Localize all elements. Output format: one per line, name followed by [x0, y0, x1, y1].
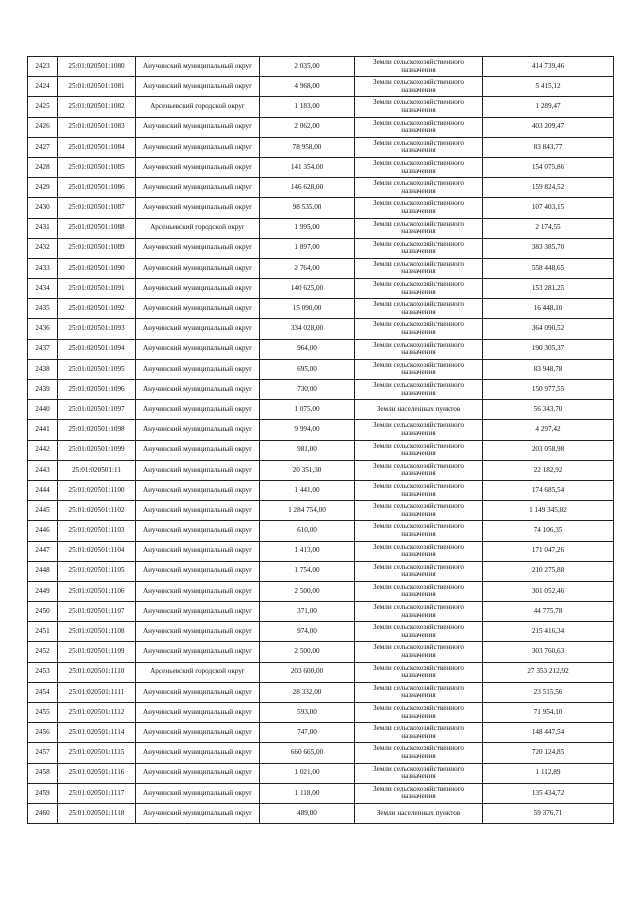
- cadastral-value-cell: 203 058,98: [483, 440, 614, 460]
- row-number-cell: 2436: [28, 319, 58, 339]
- municipality-cell: Анучинский муниципальный округ: [136, 480, 260, 500]
- area-cell: 2 500,00: [260, 581, 355, 601]
- cadastral-value-cell: 414 739,46: [483, 57, 614, 77]
- area-cell: 660 665,00: [260, 743, 355, 763]
- cadastral-value-cell: 2 174,55: [483, 218, 614, 238]
- area-cell: 1 118,00: [260, 783, 355, 803]
- row-number-cell: 2460: [28, 803, 58, 823]
- cadastral-value-cell: 171 047,26: [483, 541, 614, 561]
- municipality-cell: Анучинский муниципальный округ: [136, 279, 260, 299]
- cadastral-number-cell: 25:01:020501:1108: [58, 622, 136, 642]
- cadastral-number-cell: 25:01:020501:1116: [58, 763, 136, 783]
- cadastral-value-cell: 23 515,56: [483, 682, 614, 702]
- land-category-cell: Земли сельскохозяйственного назначения: [355, 258, 483, 278]
- municipality-cell: Анучинский муниципальный округ: [136, 339, 260, 359]
- municipality-cell: Анучинский муниципальный округ: [136, 703, 260, 723]
- cadastral-value-cell: 1 289,47: [483, 97, 614, 117]
- municipality-cell: Анучинский муниципальный округ: [136, 723, 260, 743]
- row-number-cell: 2455: [28, 703, 58, 723]
- area-cell: 78 958,00: [260, 137, 355, 157]
- municipality-cell: Анучинский муниципальный округ: [136, 238, 260, 258]
- row-number-cell: 2458: [28, 763, 58, 783]
- land-category-cell: Земли сельскохозяйственного назначения: [355, 157, 483, 177]
- area-cell: 1 284 754,00: [260, 501, 355, 521]
- cadastral-value-cell: 44 775,78: [483, 602, 614, 622]
- cadastral-value-cell: 1 149 345,82: [483, 501, 614, 521]
- land-category-cell: Земли сельскохозяйственного назначения: [355, 703, 483, 723]
- cadastral-value-cell: 71 954,10: [483, 703, 614, 723]
- table-row: [28, 198, 614, 218]
- area-cell: 98 535,00: [260, 198, 355, 218]
- table-body: [28, 57, 614, 824]
- land-category-cell: Земли сельскохозяйственного назначения: [355, 602, 483, 622]
- row-number-cell: 2425: [28, 97, 58, 117]
- land-category-cell: Земли сельскохозяйственного назначения: [355, 97, 483, 117]
- cadastral-value-cell: 16 448,10: [483, 299, 614, 319]
- land-category-cell: Земли сельскохозяйственного назначения: [355, 480, 483, 500]
- table-row: [28, 400, 614, 420]
- row-number-cell: 2441: [28, 420, 58, 440]
- cadastral-number-cell: 25:01:020501:1094: [58, 339, 136, 359]
- municipality-cell: Анучинский муниципальный округ: [136, 642, 260, 662]
- cadastral-number-cell: 25:01:020501:1080: [58, 57, 136, 77]
- municipality-cell: Анучинский муниципальный округ: [136, 198, 260, 218]
- cadastral-number-cell: 25:01:020501:1110: [58, 662, 136, 682]
- table-row: [28, 521, 614, 541]
- area-cell: 1 441,00: [260, 480, 355, 500]
- municipality-cell: Анучинский муниципальный округ: [136, 420, 260, 440]
- cadastral-value-cell: 135 434,72: [483, 783, 614, 803]
- land-category-cell: Земли сельскохозяйственного назначения: [355, 238, 483, 258]
- table-row: [28, 723, 614, 743]
- municipality-cell: Анучинский муниципальный округ: [136, 359, 260, 379]
- land-category-cell: Земли сельскохозяйственного назначения: [355, 521, 483, 541]
- land-category-cell: Земли сельскохозяйственного назначения: [355, 622, 483, 642]
- row-number-cell: 2449: [28, 581, 58, 601]
- municipality-cell: Анучинский муниципальный округ: [136, 157, 260, 177]
- cadastral-number-cell: 25:01:020501:1092: [58, 299, 136, 319]
- table-row: [28, 359, 614, 379]
- area-cell: 2 035,00: [260, 57, 355, 77]
- area-cell: 146 628,00: [260, 178, 355, 198]
- cadastral-number-cell: 25:01:020501:1111: [58, 682, 136, 702]
- area-cell: 1 413,00: [260, 541, 355, 561]
- cadastral-value-cell: 1 112,89: [483, 763, 614, 783]
- table-row: [28, 480, 614, 500]
- land-category-cell: Земли сельскохозяйственного назначения: [355, 581, 483, 601]
- municipality-cell: Анучинский муниципальный округ: [136, 117, 260, 137]
- cadastral-value-cell: 27 353 212,92: [483, 662, 614, 682]
- cadastral-value-cell: 83 948,78: [483, 359, 614, 379]
- area-cell: 203 600,00: [260, 662, 355, 682]
- row-number-cell: 2442: [28, 440, 58, 460]
- municipality-cell: Анучинский муниципальный округ: [136, 400, 260, 420]
- land-category-cell: Земли сельскохозяйственного назначения: [355, 178, 483, 198]
- table-row: [28, 642, 614, 662]
- land-category-cell: Земли населенных пунктов: [355, 400, 483, 420]
- cadastral-value-cell: 159 824,52: [483, 178, 614, 198]
- table-row: [28, 743, 614, 763]
- land-category-cell: Земли сельскохозяйственного назначения: [355, 420, 483, 440]
- municipality-cell: Анучинский муниципальный округ: [136, 581, 260, 601]
- cadastral-number-cell: 25:01:020501:1118: [58, 803, 136, 823]
- cadastral-value-cell: 148 447,54: [483, 723, 614, 743]
- table-row: [28, 238, 614, 258]
- cadastral-number-cell: 25:01:020501:1090: [58, 258, 136, 278]
- municipality-cell: Анучинский муниципальный округ: [136, 682, 260, 702]
- cadastral-table: [27, 56, 614, 824]
- municipality-cell: Анучинский муниципальный округ: [136, 763, 260, 783]
- cadastral-value-cell: 5 415,12: [483, 77, 614, 97]
- area-cell: 747,00: [260, 723, 355, 743]
- land-category-cell: Земли сельскохозяйственного назначения: [355, 440, 483, 460]
- area-cell: 2 500,00: [260, 642, 355, 662]
- land-category-cell: Земли сельскохозяйственного назначения: [355, 783, 483, 803]
- table-row: [28, 299, 614, 319]
- land-category-cell: Земли сельскохозяйственного назначения: [355, 319, 483, 339]
- municipality-cell: Анучинский муниципальный округ: [136, 803, 260, 823]
- area-cell: 593,00: [260, 703, 355, 723]
- table-row: [28, 157, 614, 177]
- municipality-cell: Анучинский муниципальный округ: [136, 258, 260, 278]
- municipality-cell: Анучинский муниципальный округ: [136, 541, 260, 561]
- land-category-cell: Земли сельскохозяйственного назначения: [355, 380, 483, 400]
- cadastral-number-cell: 25:01:020501:1091: [58, 279, 136, 299]
- cadastral-number-cell: 25:01:020501:1087: [58, 198, 136, 218]
- cadastral-number-cell: 25:01:020501:1086: [58, 178, 136, 198]
- municipality-cell: Анучинский муниципальный округ: [136, 521, 260, 541]
- row-number-cell: 2430: [28, 198, 58, 218]
- area-cell: 610,00: [260, 521, 355, 541]
- land-category-cell: Земли сельскохозяйственного назначения: [355, 218, 483, 238]
- table-row: [28, 541, 614, 561]
- area-cell: 371,00: [260, 602, 355, 622]
- area-cell: 489,00: [260, 803, 355, 823]
- row-number-cell: 2432: [28, 238, 58, 258]
- area-cell: 981,00: [260, 440, 355, 460]
- row-number-cell: 2452: [28, 642, 58, 662]
- cadastral-number-cell: 25:01:020501:1083: [58, 117, 136, 137]
- row-number-cell: 2424: [28, 77, 58, 97]
- area-cell: 1 075,00: [260, 400, 355, 420]
- cadastral-number-cell: 25:01:020501:1098: [58, 420, 136, 440]
- table-row: [28, 703, 614, 723]
- row-number-cell: 2435: [28, 299, 58, 319]
- cadastral-value-cell: 4 297,42: [483, 420, 614, 440]
- area-cell: 1 021,00: [260, 763, 355, 783]
- municipality-cell: Анучинский муниципальный округ: [136, 460, 260, 480]
- cadastral-number-cell: 25:01:020501:1085: [58, 157, 136, 177]
- cadastral-number-cell: 25:01:020501:1105: [58, 561, 136, 581]
- row-number-cell: 2448: [28, 561, 58, 581]
- table-row: [28, 783, 614, 803]
- area-cell: 4 968,00: [260, 77, 355, 97]
- land-category-cell: Земли сельскохозяйственного назначения: [355, 77, 483, 97]
- area-cell: 20 351,30: [260, 460, 355, 480]
- row-number-cell: 2456: [28, 723, 58, 743]
- land-category-cell: Земли сельскохозяйственного назначения: [355, 339, 483, 359]
- row-number-cell: 2453: [28, 662, 58, 682]
- area-cell: 140 625,00: [260, 279, 355, 299]
- cadastral-value-cell: 383 385,70: [483, 238, 614, 258]
- table-row: [28, 460, 614, 480]
- row-number-cell: 2429: [28, 178, 58, 198]
- table-row: [28, 803, 614, 823]
- municipality-cell: Анучинский муниципальный округ: [136, 783, 260, 803]
- area-cell: 141 354,00: [260, 157, 355, 177]
- area-cell: 974,00: [260, 622, 355, 642]
- area-cell: 2 062,00: [260, 117, 355, 137]
- municipality-cell: Анучинский муниципальный округ: [136, 178, 260, 198]
- area-cell: 9 994,00: [260, 420, 355, 440]
- row-number-cell: 2457: [28, 743, 58, 763]
- cadastral-number-cell: 25:01:020501:1109: [58, 642, 136, 662]
- table-row: [28, 501, 614, 521]
- table-row: [28, 57, 614, 77]
- cadastral-number-cell: 25:01:020501:1097: [58, 400, 136, 420]
- municipality-cell: Анучинский муниципальный округ: [136, 380, 260, 400]
- municipality-cell: Анучинский муниципальный округ: [136, 299, 260, 319]
- cadastral-number-cell: 25:01:020501:1082: [58, 97, 136, 117]
- cadastral-number-cell: 25:01:020501:1104: [58, 541, 136, 561]
- land-category-cell: Земли сельскохозяйственного назначения: [355, 299, 483, 319]
- row-number-cell: 2433: [28, 258, 58, 278]
- land-category-cell: Земли сельскохозяйственного назначения: [355, 743, 483, 763]
- table-row: [28, 97, 614, 117]
- area-cell: 1 995,00: [260, 218, 355, 238]
- municipality-cell: Арсеньевский городской округ: [136, 97, 260, 117]
- cadastral-value-cell: 83 843,77: [483, 137, 614, 157]
- cadastral-value-cell: 720 124,85: [483, 743, 614, 763]
- municipality-cell: Анучинский муниципальный округ: [136, 57, 260, 77]
- table-row: [28, 319, 614, 339]
- table-row: [28, 380, 614, 400]
- land-category-cell: Земли сельскохозяйственного назначения: [355, 541, 483, 561]
- land-category-cell: Земли сельскохозяйственного назначения: [355, 723, 483, 743]
- cadastral-value-cell: 150 977,55: [483, 380, 614, 400]
- cadastral-number-cell: 25:01:020501:1103: [58, 521, 136, 541]
- row-number-cell: 2450: [28, 602, 58, 622]
- area-cell: 964,00: [260, 339, 355, 359]
- municipality-cell: Анучинский муниципальный округ: [136, 561, 260, 581]
- row-number-cell: 2431: [28, 218, 58, 238]
- cadastral-value-cell: 153 281,25: [483, 279, 614, 299]
- row-number-cell: 2437: [28, 339, 58, 359]
- cadastral-number-cell: 25:01:020501:1095: [58, 359, 136, 379]
- municipality-cell: Анучинский муниципальный округ: [136, 501, 260, 521]
- cadastral-value-cell: 154 075,86: [483, 157, 614, 177]
- area-cell: 695,00: [260, 359, 355, 379]
- cadastral-number-cell: 25:01:020501:1112: [58, 703, 136, 723]
- row-number-cell: 2428: [28, 157, 58, 177]
- row-number-cell: 2438: [28, 359, 58, 379]
- municipality-cell: Анучинский муниципальный округ: [136, 77, 260, 97]
- table-row: [28, 178, 614, 198]
- area-cell: 334 028,00: [260, 319, 355, 339]
- municipality-cell: Анучинский муниципальный округ: [136, 602, 260, 622]
- table-row: [28, 117, 614, 137]
- cadastral-number-cell: 25:01:020501:1084: [58, 137, 136, 157]
- cadastral-number-cell: 25:01:020501:1114: [58, 723, 136, 743]
- cadastral-number-cell: 25:01:020501:1096: [58, 380, 136, 400]
- row-number-cell: 2445: [28, 501, 58, 521]
- municipality-cell: Анучинский муниципальный округ: [136, 137, 260, 157]
- land-category-cell: Земли сельскохозяйственного назначения: [355, 501, 483, 521]
- row-number-cell: 2426: [28, 117, 58, 137]
- cadastral-number-cell: 25:01:020501:1089: [58, 238, 136, 258]
- municipality-cell: Анучинский муниципальный округ: [136, 743, 260, 763]
- cadastral-value-cell: 56 343,70: [483, 400, 614, 420]
- row-number-cell: 2446: [28, 521, 58, 541]
- cadastral-value-cell: 74 106,35: [483, 521, 614, 541]
- municipality-cell: Анучинский муниципальный округ: [136, 319, 260, 339]
- cadastral-value-cell: 174 685,54: [483, 480, 614, 500]
- cadastral-value-cell: 301 052,46: [483, 581, 614, 601]
- cadastral-value-cell: 215 416,34: [483, 622, 614, 642]
- cadastral-number-cell: 25:01:020501:11: [58, 460, 136, 480]
- cadastral-number-cell: 25:01:020501:1093: [58, 319, 136, 339]
- table-row: [28, 581, 614, 601]
- row-number-cell: 2439: [28, 380, 58, 400]
- land-category-cell: Земли сельскохозяйственного назначения: [355, 137, 483, 157]
- table-row: [28, 137, 614, 157]
- land-category-cell: Земли сельскохозяйственного назначения: [355, 460, 483, 480]
- area-cell: 1 897,00: [260, 238, 355, 258]
- area-cell: 1 183,00: [260, 97, 355, 117]
- area-cell: 730,00: [260, 380, 355, 400]
- row-number-cell: 2454: [28, 682, 58, 702]
- table-row: [28, 440, 614, 460]
- table-row: [28, 279, 614, 299]
- row-number-cell: 2434: [28, 279, 58, 299]
- municipality-cell: Анучинский муниципальный округ: [136, 622, 260, 642]
- cadastral-number-cell: 25:01:020501:1115: [58, 743, 136, 763]
- land-category-cell: Земли населенных пунктов: [355, 803, 483, 823]
- cadastral-number-cell: 25:01:020501:1100: [58, 480, 136, 500]
- row-number-cell: 2451: [28, 622, 58, 642]
- cadastral-value-cell: 303 760,63: [483, 642, 614, 662]
- land-category-cell: Земли сельскохозяйственного назначения: [355, 359, 483, 379]
- land-category-cell: Земли сельскохозяйственного назначения: [355, 682, 483, 702]
- row-number-cell: 2440: [28, 400, 58, 420]
- land-category-cell: Земли сельскохозяйственного назначения: [355, 117, 483, 137]
- table-row: [28, 763, 614, 783]
- table-row: [28, 77, 614, 97]
- cadastral-value-cell: 190 305,37: [483, 339, 614, 359]
- area-cell: 15 090,00: [260, 299, 355, 319]
- area-cell: 28 332,00: [260, 682, 355, 702]
- area-cell: 2 764,00: [260, 258, 355, 278]
- cadastral-value-cell: 558 448,65: [483, 258, 614, 278]
- municipality-cell: Арсеньевский городской округ: [136, 662, 260, 682]
- cadastral-number-cell: 25:01:020501:1088: [58, 218, 136, 238]
- table-row: [28, 622, 614, 642]
- land-category-cell: Земли сельскохозяйственного назначения: [355, 57, 483, 77]
- table-row: [28, 602, 614, 622]
- cadastral-number-cell: 25:01:020501:1099: [58, 440, 136, 460]
- table-row: [28, 339, 614, 359]
- cadastral-value-cell: 107 403,15: [483, 198, 614, 218]
- land-category-cell: Земли сельскохозяйственного назначения: [355, 662, 483, 682]
- table-row: [28, 218, 614, 238]
- municipality-cell: Анучинский муниципальный округ: [136, 440, 260, 460]
- row-number-cell: 2427: [28, 137, 58, 157]
- cadastral-value-cell: 364 090,52: [483, 319, 614, 339]
- table-row: [28, 682, 614, 702]
- cadastral-value-cell: 210 275,88: [483, 561, 614, 581]
- cadastral-value-cell: 22 182,92: [483, 460, 614, 480]
- table-row: [28, 561, 614, 581]
- land-category-cell: Земли сельскохозяйственного назначения: [355, 198, 483, 218]
- land-category-cell: Земли сельскохозяйственного назначения: [355, 642, 483, 662]
- table-row: [28, 258, 614, 278]
- area-cell: 1 754,00: [260, 561, 355, 581]
- cadastral-number-cell: 25:01:020501:1117: [58, 783, 136, 803]
- land-category-cell: Земли сельскохозяйственного назначения: [355, 763, 483, 783]
- cadastral-number-cell: 25:01:020501:1107: [58, 602, 136, 622]
- row-number-cell: 2443: [28, 460, 58, 480]
- land-category-cell: Земли сельскохозяйственного назначения: [355, 279, 483, 299]
- row-number-cell: 2447: [28, 541, 58, 561]
- cadastral-number-cell: 25:01:020501:1102: [58, 501, 136, 521]
- cadastral-number-cell: 25:01:020501:1081: [58, 77, 136, 97]
- table-row: [28, 662, 614, 682]
- municipality-cell: Арсеньевский городской округ: [136, 218, 260, 238]
- row-number-cell: 2423: [28, 57, 58, 77]
- cadastral-value-cell: 59 376,71: [483, 803, 614, 823]
- land-category-cell: Земли сельскохозяйственного назначения: [355, 561, 483, 581]
- cadastral-number-cell: 25:01:020501:1106: [58, 581, 136, 601]
- row-number-cell: 2459: [28, 783, 58, 803]
- row-number-cell: 2444: [28, 480, 58, 500]
- cadastral-value-cell: 403 209,47: [483, 117, 614, 137]
- table-row: [28, 420, 614, 440]
